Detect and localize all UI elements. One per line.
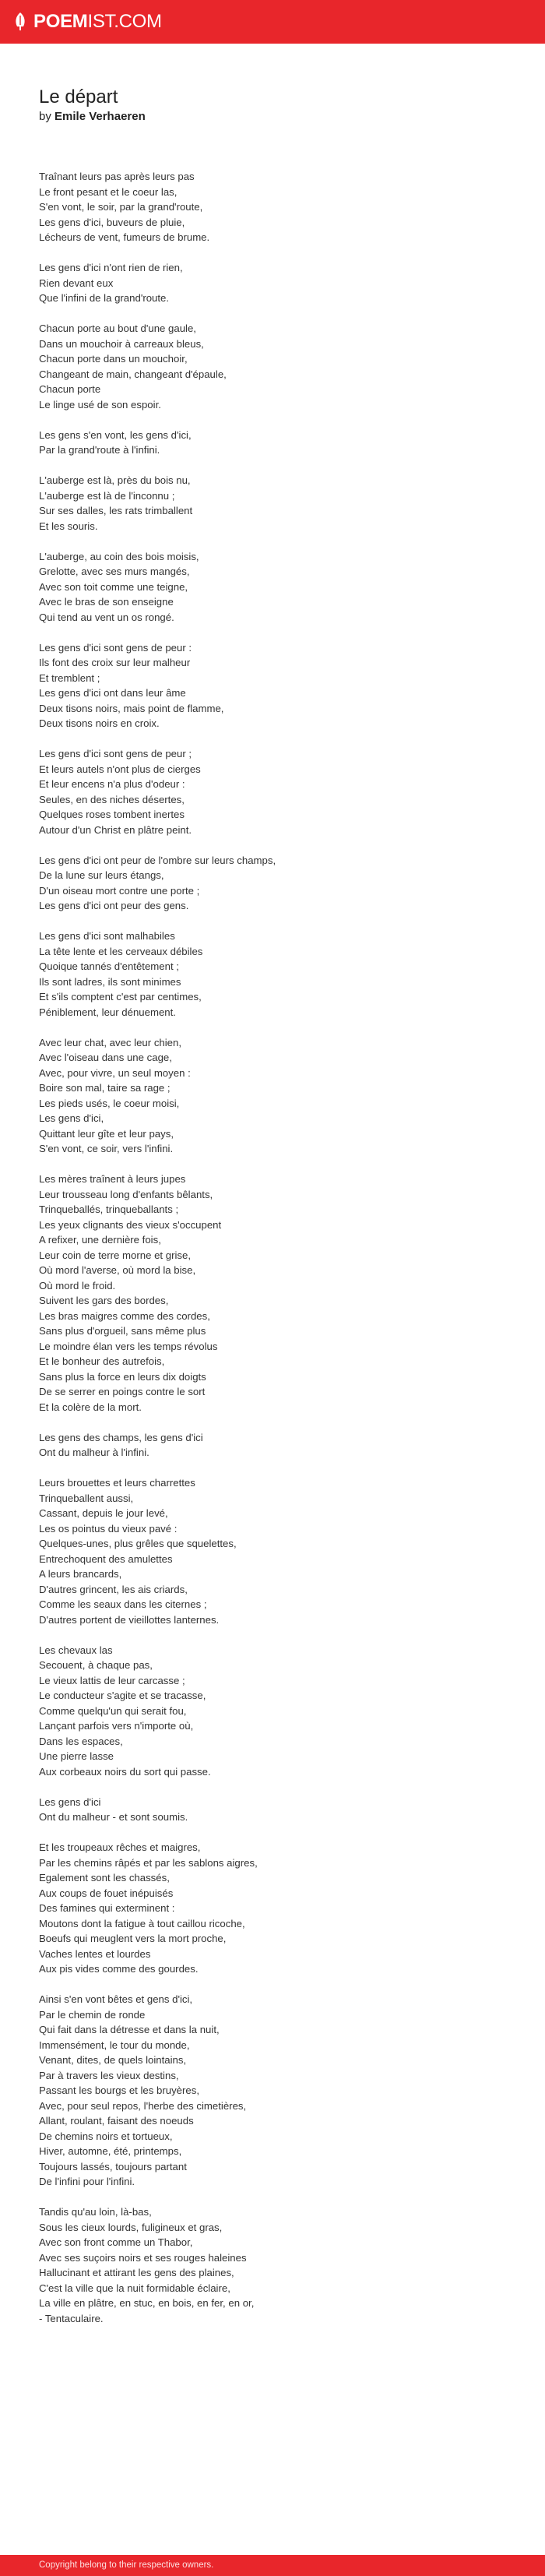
verse-line: Tandis qu'au loin, là-bas, xyxy=(39,2206,152,2218)
verse-line: Comme quelqu'un qui serait fou, xyxy=(39,1704,187,1717)
verse-line: Les yeux clignants des vieux s'occupent xyxy=(39,1218,222,1231)
verse-line: Suivent les gars des bordes, xyxy=(39,1295,169,1306)
verse-line: A refixer, une dernière fois, xyxy=(39,1234,161,1246)
verse-line: Lançant parfois vers n'importe où, xyxy=(39,1720,194,1732)
verse-line: Sans plus d'orgueil, sans même plus xyxy=(39,1325,206,1337)
verse-line: Chacun porte xyxy=(39,383,101,395)
verse-line: Avec son front comme un Thabor, xyxy=(39,2236,193,2248)
verse-line: Par le chemin de ronde xyxy=(39,2008,146,2021)
verse-line: Où mord le froid. xyxy=(39,1279,116,1292)
verse-line: Des famines qui exterminent : xyxy=(39,1902,175,1914)
verse-line: Et leur encens n'a plus d'odeur : xyxy=(39,778,185,790)
verse-line: Quittant leur gîte et leur pays, xyxy=(39,1127,174,1140)
byline xyxy=(39,109,506,125)
verse-line: Et tremblent ; xyxy=(39,671,100,684)
verse-line: Deux tisons noirs en croix. xyxy=(39,717,160,729)
stanza xyxy=(39,2204,506,2326)
verse-line: La tête lente et les cerveaux débiles xyxy=(39,945,203,957)
site-logo[interactable] xyxy=(12,11,162,33)
stanza xyxy=(39,640,506,731)
verse-line: Sur ses dalles, les rats trimballent xyxy=(39,505,193,516)
stanza xyxy=(39,1795,506,1825)
verse-line: Aux coups de fouet inépuisés xyxy=(39,1887,174,1899)
verse-line: Boire son mal, taire sa rage ; xyxy=(39,1082,171,1094)
copyright-notice: Copyright belong to their respective owners. xyxy=(39,2560,214,2570)
quill-pen-icon xyxy=(12,12,28,32)
verse-line: Avec leur chat, avec leur chien, xyxy=(39,1036,182,1048)
verse-line: De se serrer en poings contre le sort xyxy=(39,1386,206,1397)
verse-line: Le front pesant et le coeur las, xyxy=(39,185,178,198)
verse-line: Les gens d'ici ont peur des gens. xyxy=(39,900,189,911)
verse-line: Les gens d'ici sont gens de peur : xyxy=(39,641,192,654)
verse-line: Et la colère de la mort. xyxy=(39,1401,142,1413)
verse-line: Rien devant eux xyxy=(39,277,114,289)
verse-line: Péniblement, leur dénuement. xyxy=(39,1006,176,1018)
stanza xyxy=(39,1172,506,1415)
verse-line: Leur trousseau long d'enfants bêlants, xyxy=(39,1188,213,1200)
verse-line: Sans plus la force en leurs dix doigts xyxy=(39,1370,206,1383)
verse-line: S'en vont, le soir, par la grand'route, xyxy=(39,201,203,213)
verse-line: Dans les espaces, xyxy=(39,1735,123,1747)
verse-line: Quelques-unes, plus grêles que squelettes, xyxy=(39,1538,237,1549)
verse-line: Chacun porte au bout d'une gaule, xyxy=(39,322,196,334)
stanza xyxy=(39,549,506,625)
verse-line: Changeant de main, changeant d'épaule, xyxy=(39,368,227,380)
verse-line: Les gens d'ici ont peur de l'ombre sur leurs champs, xyxy=(39,854,276,866)
verse-line: Avec ses suçoirs noirs et ses rouges haleines xyxy=(39,2251,247,2264)
stanza xyxy=(39,853,506,914)
verse-line: D'autres grincent, les ais criards, xyxy=(39,1583,188,1595)
verse-line: Leurs brouettes et leurs charrettes xyxy=(39,1477,195,1489)
verse-line: Comme les seaux dans les citernes ; xyxy=(39,1598,207,1610)
verse-line: Secouent, à chaque pas, xyxy=(39,1659,153,1671)
verse-line: Sous les cieux lourds, fuligineux et gras, xyxy=(39,2221,223,2233)
verse-line: Les os pointus du vieux pavé : xyxy=(39,1522,178,1535)
verse-line: A leurs brancards, xyxy=(39,1568,122,1580)
verse-line: Ils font des croix sur leur malheur xyxy=(39,657,191,668)
verse-line: Quelques roses tombent inertes xyxy=(39,809,185,820)
verse-line: Traînant leurs pas après leurs pas xyxy=(39,171,195,182)
verse-line: Egalement sont les chassés, xyxy=(39,1872,170,1884)
stanza xyxy=(39,321,506,412)
verse-line: Par la grand'route à l'infini. xyxy=(39,444,160,456)
verse-line: - Tentaculaire. xyxy=(39,2312,104,2324)
stanza xyxy=(39,473,506,534)
verse-line: Hallucinant et attirant les gens des plaines, xyxy=(39,2267,234,2278)
verse-line: Le conducteur s'agite et se tracasse, xyxy=(39,1690,206,1701)
verse-line: Leur coin de terre morne et grise, xyxy=(39,1249,191,1261)
verse-line: Avec, pour vivre, un seul moyen : xyxy=(39,1066,191,1079)
verse-line: Entrechoquent des amulettes xyxy=(39,1552,173,1565)
verse-line: Et les troupeaux rêches et maigres, xyxy=(39,1841,201,1853)
stanza xyxy=(39,169,506,245)
verse-line: Et s'ils comptent c'est par centimes, xyxy=(39,991,202,1003)
verse-line: Que l'infini de la grand'route. xyxy=(39,292,170,304)
verse-line: Le vieux lattis de leur carcasse ; xyxy=(39,1674,185,1686)
verse-line: Les pieds usés, le coeur moisi, xyxy=(39,1097,180,1109)
verse-line: Immensément, le tour du monde, xyxy=(39,2039,190,2051)
verse-line: Aux corbeaux noirs du sort qui passe. xyxy=(39,1765,211,1778)
verse-line: Par à travers les vieux destins, xyxy=(39,2069,179,2081)
stanza xyxy=(39,1430,506,1461)
verse-line: Le moindre élan vers les temps révolus xyxy=(39,1340,218,1352)
verse-line: Vaches lentes et lourdes xyxy=(39,1947,151,1960)
verse-line: Les chevaux las xyxy=(39,1644,113,1656)
verse-line: Venant, dites, de quels lointains, xyxy=(39,2054,187,2066)
verse-line: De la lune sur leurs étangs, xyxy=(39,869,164,881)
poem-title: Le départ xyxy=(39,86,118,107)
verse-line: Aux pis vides comme des gourdes. xyxy=(39,1963,199,1975)
verse-line: Trinqueballés, trinqueballants ; xyxy=(39,1203,179,1215)
verse-line: L'auberge est là de l'inconnu ; xyxy=(39,489,175,502)
verse-line: Les gens d'ici, xyxy=(39,1112,104,1124)
verse-line: Autour d'un Christ en plâtre peint. xyxy=(39,823,192,836)
stanza xyxy=(39,1840,506,1977)
verse-line: D'un oiseau mort contre une porte ; xyxy=(39,884,200,897)
verse-line: Quoique tannés d'entêtement ; xyxy=(39,960,179,972)
verse-line: Hiver, automne, été, printemps, xyxy=(39,2145,182,2157)
verse-line: La ville en plâtre, en stuc, en bois, en fer, en or, xyxy=(39,2297,255,2309)
verse-line: Qui fait dans la détresse et dans la nuit, xyxy=(39,2024,220,2035)
stanza xyxy=(39,1643,506,1780)
verse-line: Toujours lassés, toujours partant xyxy=(39,2160,187,2173)
stanza xyxy=(39,1475,506,1627)
verse-line: De chemins noirs et tortueux, xyxy=(39,2130,173,2142)
verse-line: Moutons dont la fatigue à tout caillou ricoche, xyxy=(39,1917,245,1929)
verse-line: Allant, roulant, faisant des noeuds xyxy=(39,2115,194,2127)
author-link[interactable]: Emile Verhaeren xyxy=(54,110,146,123)
poem-body xyxy=(39,169,506,2342)
verse-line: Où mord l'averse, où mord la bise, xyxy=(39,1264,196,1276)
verse-line: L'auberge, au coin des bois moisis, xyxy=(39,550,199,562)
verse-line: Deux tisons noirs, mais point de flamme, xyxy=(39,702,224,714)
verse-line: Le linge usé de son espoir. xyxy=(39,398,161,411)
verse-line: Les gens des champs, les gens d'ici xyxy=(39,1431,203,1443)
stanza xyxy=(39,1035,506,1157)
verse-line: Les mères traînent à leurs jupes xyxy=(39,1173,186,1185)
verse-line: Ils sont ladres, ils sont minimes xyxy=(39,975,181,988)
poem-header xyxy=(39,86,506,125)
verse-line: Les gens d'ici xyxy=(39,1795,101,1808)
verse-line: Ainsi s'en vont bêtes et gens d'ici, xyxy=(39,1993,193,2005)
verse-line: Les gens d'ici sont gens de peur ; xyxy=(39,748,192,759)
stanza xyxy=(39,929,506,1020)
verse-line: Les gens s'en vont, les gens d'ici, xyxy=(39,428,192,441)
stanza xyxy=(39,260,506,306)
verse-line: Et les souris. xyxy=(39,520,98,532)
verse-line: Trinqueballent aussi, xyxy=(39,1492,134,1504)
verse-line: Qui tend au vent un os rongé. xyxy=(39,611,174,623)
verse-line: C'est la ville que la nuit formidable éclaire, xyxy=(39,2282,230,2294)
verse-line: Les gens d'ici sont malhabiles xyxy=(39,930,175,942)
verse-line: D'autres portent de vieillottes lanternes. xyxy=(39,1613,220,1626)
stanza xyxy=(39,428,506,458)
verse-line: Seules, en des niches désertes, xyxy=(39,793,185,805)
verse-line: S'en vont, ce soir, vers l'infini. xyxy=(39,1143,174,1154)
verse-line: Ont du malheur à l'infini. xyxy=(39,1447,149,1458)
verse-line: Avec le bras de son enseigne xyxy=(39,596,174,608)
verse-line: Les gens d'ici n'ont rien de rien, xyxy=(39,262,183,273)
verse-line: Grelotte, avec ses murs mangés, xyxy=(39,566,190,577)
verse-line: Et leurs autels n'ont plus de cierges xyxy=(39,763,201,775)
verse-line: Une pierre lasse xyxy=(39,1750,114,1762)
verse-line: De l'infini pour l'infini. xyxy=(39,2176,135,2187)
verse-line: Cassant, depuis le jour levé, xyxy=(39,1507,168,1519)
verse-line: Avec, pour seul repos, l'herbe des cimetières, xyxy=(39,2099,247,2112)
verse-line: Chacun porte dans un mouchoir, xyxy=(39,353,188,365)
verse-line: Avec l'oiseau dans une cage, xyxy=(39,1052,172,1063)
verse-line: Par les chemins râpés et par les sablons aigres, xyxy=(39,1856,258,1869)
verse-line: L'auberge est là, près du bois nu, xyxy=(39,474,191,486)
stanza xyxy=(39,746,506,837)
verse-line: Et le bonheur des autrefois, xyxy=(39,1355,165,1367)
verse-line: Passant les bourgs et les bruyères, xyxy=(39,2084,199,2096)
verse-line: Boeufs qui meuglent vers la mort proche, xyxy=(39,1933,227,1944)
verse-line: Dans un mouchoir à carreaux bleus, xyxy=(39,337,204,350)
site-header xyxy=(0,0,545,44)
verse-line: Lécheurs de vent, fumeurs de brume. xyxy=(39,231,210,243)
by-label: by xyxy=(39,110,51,123)
verse-line: Les gens d'ici ont dans leur âme xyxy=(39,687,186,699)
verse-line: Ont du malheur - et sont soumis. xyxy=(39,1811,188,1823)
verse-line: Les gens d'ici, buveurs de pluie, xyxy=(39,216,185,228)
verse-line: Avec son toit comme une teigne, xyxy=(39,580,188,593)
logo-text: POEMIST.COM xyxy=(33,11,162,32)
verse-line: Les bras maigres comme des cordes, xyxy=(39,1309,210,1322)
site-footer xyxy=(0,2555,545,2576)
stanza xyxy=(39,1992,506,2190)
